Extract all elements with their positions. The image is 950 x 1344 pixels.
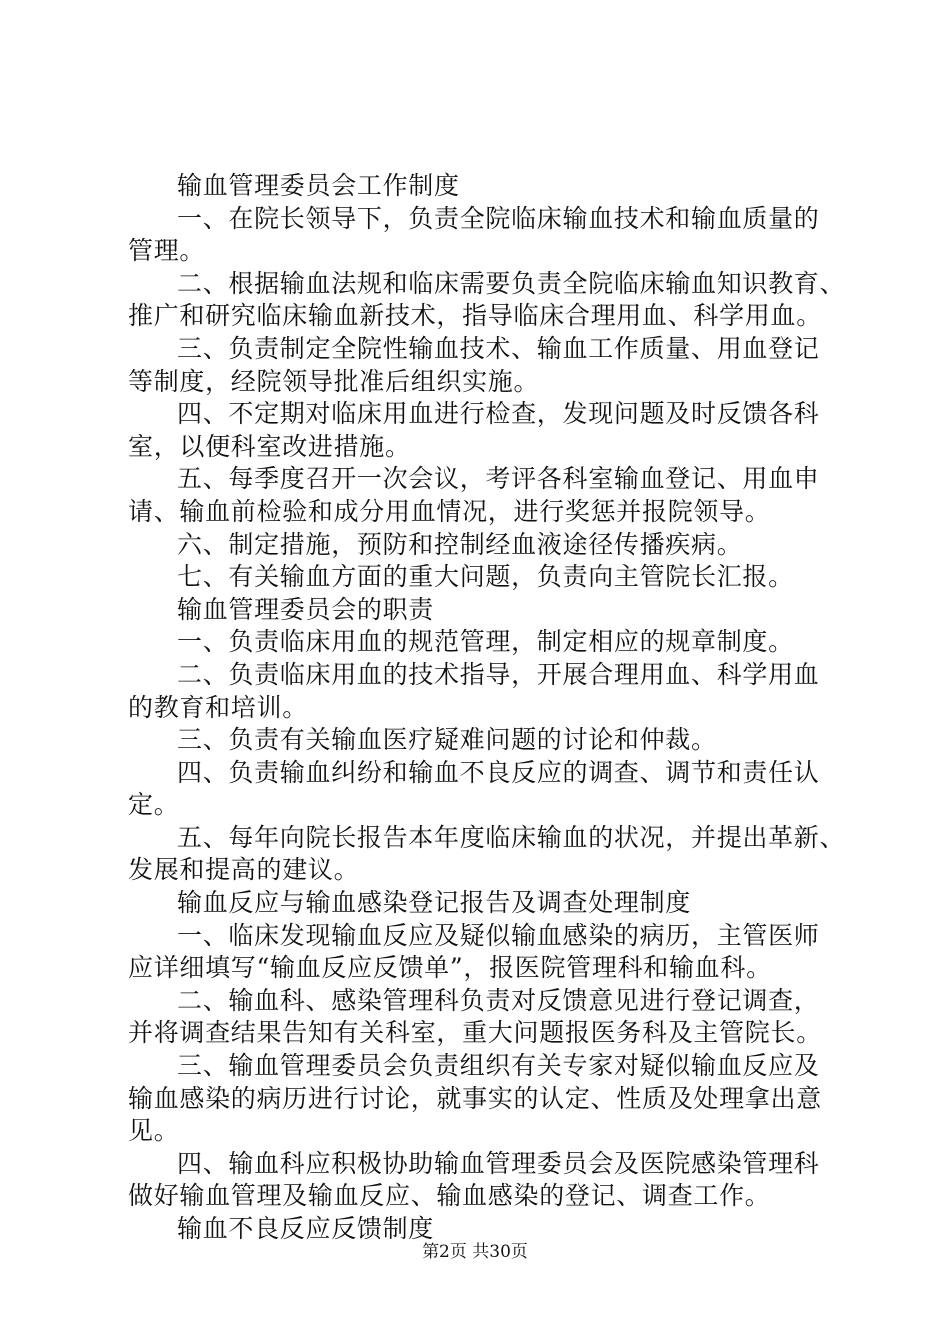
paragraph-line: 发展和提高的建议。 [128,855,360,885]
document-body [128,170,846,1246]
section-heading: 输血管理委员会的职责 [177,594,435,624]
section-heading: 输血反应与输血感染登记报告及调查处理制度 [177,888,692,918]
paragraph-line: 四、不定期对临床用血进行检查，发现问题及时反馈各科 [177,399,820,429]
paragraph-line: 一、临床发现输血反应及疑似输血感染的病历，主管医师 [177,920,820,950]
page-footer [0,1241,950,1263]
paragraph-line: 推广和研究临床输血新技术，指导临床合理用血、科学用血。 [128,301,822,331]
paragraph-line: 五、每年向院长报告本年度临床输血的状况，并提出革新、 [177,822,846,852]
paragraph-line: 二、根据输血法规和临床需要负责全院临床输血知识教育、 [177,268,846,298]
paragraph-line: 等制度，经院领导批准后组织实施。 [128,366,540,396]
paragraph-line: 的教育和培训。 [128,692,308,722]
paragraph-line: 三、输血管理委员会负责组织有关专家对疑似输血反应及 [177,1051,820,1081]
paragraph-line: 四、负责输血纠纷和输血不良反应的调查、调节和责任认 [177,757,820,787]
paragraph-line: 五、每季度召开一次会议，考评各科室输血登记、用血申 [177,464,820,494]
section-heading: 输血管理委员会工作制度 [177,171,460,200]
paragraph-line: 七、有关输血方面的重大问题，负责向主管院长汇报。 [177,562,794,592]
paragraph-line: 请、输血前检验和成分用血情况，进行奖惩并报院领导。 [128,496,771,526]
paragraph-line: 六、制定措施，预防和控制经血液途径传播疾病。 [177,529,743,559]
paragraph-line: 三、负责制定全院性输血技术、输血工作质量、用血登记 [177,333,820,363]
paragraph-line: 一、在院长领导下，负责全院临床输血技术和输血质量的 [177,203,820,233]
paragraph-line: 见。 [128,1116,180,1146]
paragraph-line: 一、负责临床用血的规范管理，制定相应的规章制度。 [177,627,794,657]
paragraph-line: 室，以便科室改进措施。 [128,431,411,461]
paragraph-line: 应详细填写“输血反应反馈单”，报医院管理科和输血科。 [128,953,772,983]
paragraph-line: 二、输血科、感染管理科负责对反馈意见进行登记调查， [177,985,820,1015]
paragraph-line: 二、负责临床用血的技术指导，开展合理用血、科学用血 [177,659,820,689]
paragraph-line: 三、负责有关输血医疗疑难问题的讨论和仲裁。 [177,725,717,755]
section-heading: 输血不良反应反馈制度 [177,1214,435,1243]
page-number: 第2页 共30页 [422,1242,528,1262]
paragraph-line: 输血感染的病历进行讨论，就事实的认定、性质及处理拿出意 [128,1083,822,1113]
paragraph-line: 四、输血科应积极协助输血管理委员会及医院感染管理科 [177,1148,820,1178]
paragraph-line: 并将调查结果告知有关科室，重大问题报医务科及主管院长。 [128,1018,822,1048]
paragraph-line: 定。 [128,790,180,820]
paragraph-line: 做好输血管理及输血反应、输血感染的登记、调查工作。 [128,1181,771,1211]
paragraph-line: 管理。 [128,236,206,266]
